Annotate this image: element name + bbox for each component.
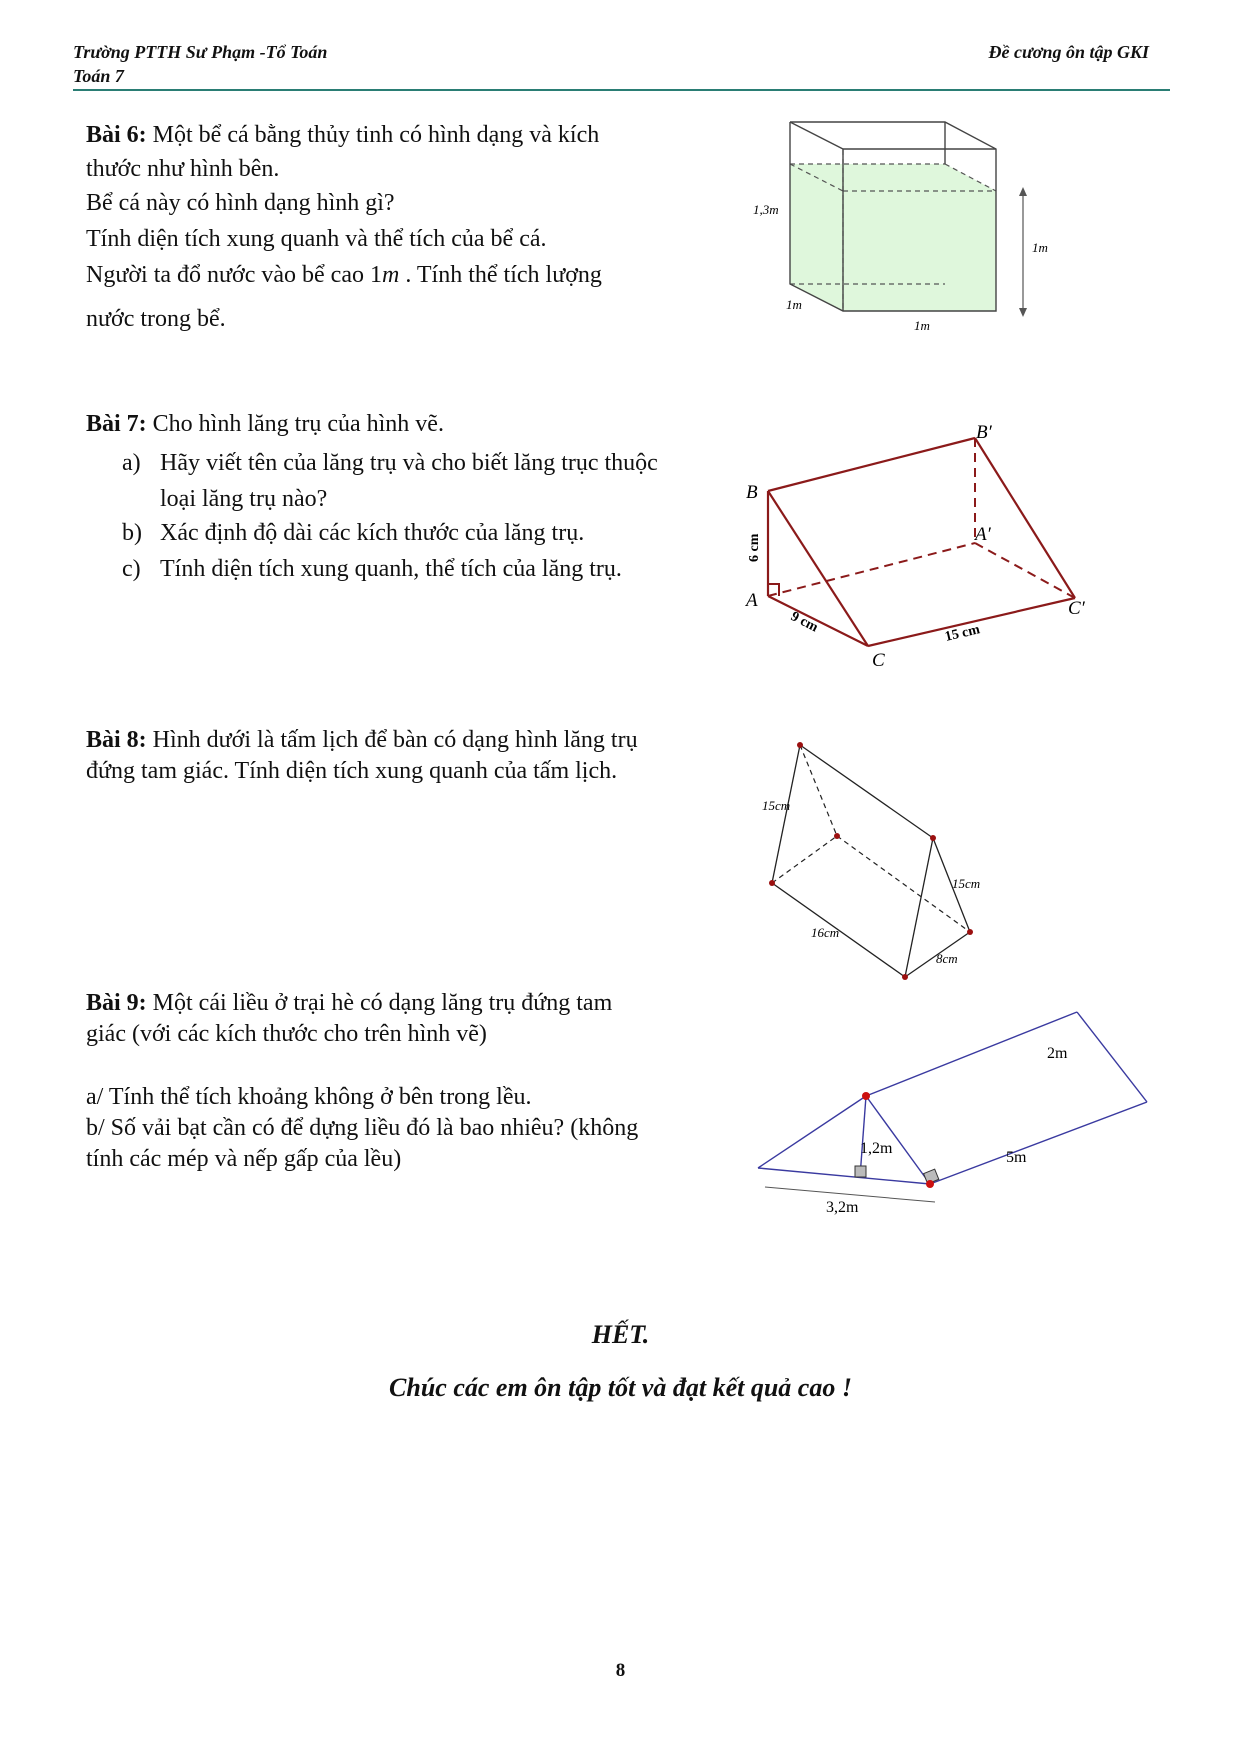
tent-base-right bbox=[930, 1102, 1147, 1184]
aquarium-depth-label: 1,3m bbox=[753, 202, 779, 217]
header-doc-title: Đề cương ôn tập GKI bbox=[988, 42, 1149, 62]
tent-side-label: 2m bbox=[1047, 1045, 1068, 1062]
tent-base-label: 3,2m bbox=[826, 1199, 859, 1216]
bai6-line4: Tính diện tích xung quanh và thể tích của bể cá. bbox=[86, 226, 547, 252]
bai7-intro-text: Cho hình lăng trụ của hình vẽ. bbox=[146, 411, 444, 437]
prism7-label-ab: 6 cm bbox=[747, 533, 762, 562]
cal-side-left-label: 15cm bbox=[762, 798, 791, 813]
tent-back-right bbox=[1077, 1012, 1147, 1102]
tent-base-front bbox=[758, 1168, 930, 1184]
cal-base-label: 8cm bbox=[936, 951, 958, 966]
bai7-a-line1: Hãy viết tên của lăng trụ và cho biết lăng trục thuộc bbox=[160, 450, 658, 476]
prism7-label-cc1: 15 cm bbox=[943, 622, 982, 645]
bai7-a-label: a) bbox=[122, 450, 141, 476]
tent-length-label: 5m bbox=[1006, 1149, 1027, 1166]
header-school: Trường PTTH Sư Phạm -Tổ Toán bbox=[73, 42, 328, 62]
aquarium-height-label: 1m bbox=[1032, 240, 1048, 255]
bai7-c-label: c) bbox=[122, 556, 141, 582]
end-text: HẾT. bbox=[591, 1320, 650, 1349]
bai6-line5b: 1 bbox=[369, 262, 382, 288]
bai7-b-text: Xác định độ dài các kích thước của lăng trụ. bbox=[160, 520, 585, 546]
page-number: 8 bbox=[615, 1660, 626, 1681]
bai9-a-text: a/ Tính thể tích khoảng không ở bên trong lều. bbox=[86, 1084, 532, 1110]
bai6-line3: Bể cá này có hình dạng hình gì? bbox=[86, 190, 395, 216]
tent-apex-point bbox=[862, 1092, 870, 1100]
header-subject: Toán 7 bbox=[73, 66, 124, 86]
bai6-line5a: Người ta đổ nước vào bể cao bbox=[86, 262, 370, 288]
tent-height-label: 1,2m bbox=[860, 1140, 893, 1157]
aquarium-width-bottom-label: 1m bbox=[914, 318, 930, 333]
bai9-b-line2: tính các mép và nếp gấp của lều) bbox=[86, 1146, 402, 1172]
bai6-line2: thước như hình bên. bbox=[86, 156, 280, 182]
prism7-label-C: C bbox=[872, 650, 885, 671]
prism7-label-B1: B′ bbox=[976, 422, 992, 443]
bai8-line1-text: Hình dưới là tấm lịch để bàn có dạng hình lăng trụ bbox=[146, 727, 638, 753]
tent-ridge bbox=[866, 1012, 1077, 1096]
bai8-line2: đứng tam giác. Tính diện tích xung quanh của tấm lịch. bbox=[86, 758, 618, 784]
cal-length-label: 16cm bbox=[811, 925, 840, 940]
bai6-line1-text: Một bể cá bằng thủy tinh có hình dạng và kích bbox=[146, 122, 600, 148]
cal-side-right-label: 15cm bbox=[952, 876, 981, 891]
bai9-title: Bài 9: bbox=[86, 990, 147, 1016]
tent-right-angle-mark bbox=[855, 1166, 866, 1177]
aquarium-width-left-label: 1m bbox=[786, 297, 802, 312]
prism7-label-B: B bbox=[746, 482, 758, 503]
bai7-a-line2: loại lăng trụ nào? bbox=[160, 486, 328, 512]
prism7-label-A: A bbox=[746, 590, 758, 611]
bai9-b-line1: b/ Số vải bạt cần có để dựng liều đó là bao nhiêu? (không bbox=[86, 1115, 639, 1141]
bai7-title: Bài 7: bbox=[86, 411, 147, 437]
bai7-c-text: Tính diện tích xung quanh, thể tích của lăng trụ. bbox=[160, 556, 622, 582]
prism7-label-C1: C′ bbox=[1068, 598, 1085, 619]
bai6-line5c: m bbox=[381, 262, 400, 288]
closing-wish: Chúc các em ôn tập tốt và đạt kết quả cao ! bbox=[389, 1373, 852, 1402]
bai6-line5d: . Tính thể tích lượng bbox=[399, 262, 602, 288]
tent-height bbox=[860, 1096, 866, 1177]
bai8-title: Bài 8: bbox=[86, 727, 147, 753]
prism7-label-A1: A′ bbox=[975, 524, 991, 545]
bai9-line1-text: Một cái liều ở trại hè có dạng lăng trụ đứng tam bbox=[146, 990, 613, 1016]
tent-front-left bbox=[758, 1096, 866, 1168]
bai9-line2: giác (với các kích thước cho trên hình vẽ) bbox=[86, 1021, 487, 1047]
bai6-line6: nước trong bể. bbox=[86, 306, 226, 332]
bai6-title: Bài 6: bbox=[86, 122, 147, 148]
tent-base-point bbox=[926, 1180, 934, 1188]
prism7-label-ac: 9 cm bbox=[788, 609, 821, 636]
bai7-b-label: b) bbox=[122, 520, 142, 546]
